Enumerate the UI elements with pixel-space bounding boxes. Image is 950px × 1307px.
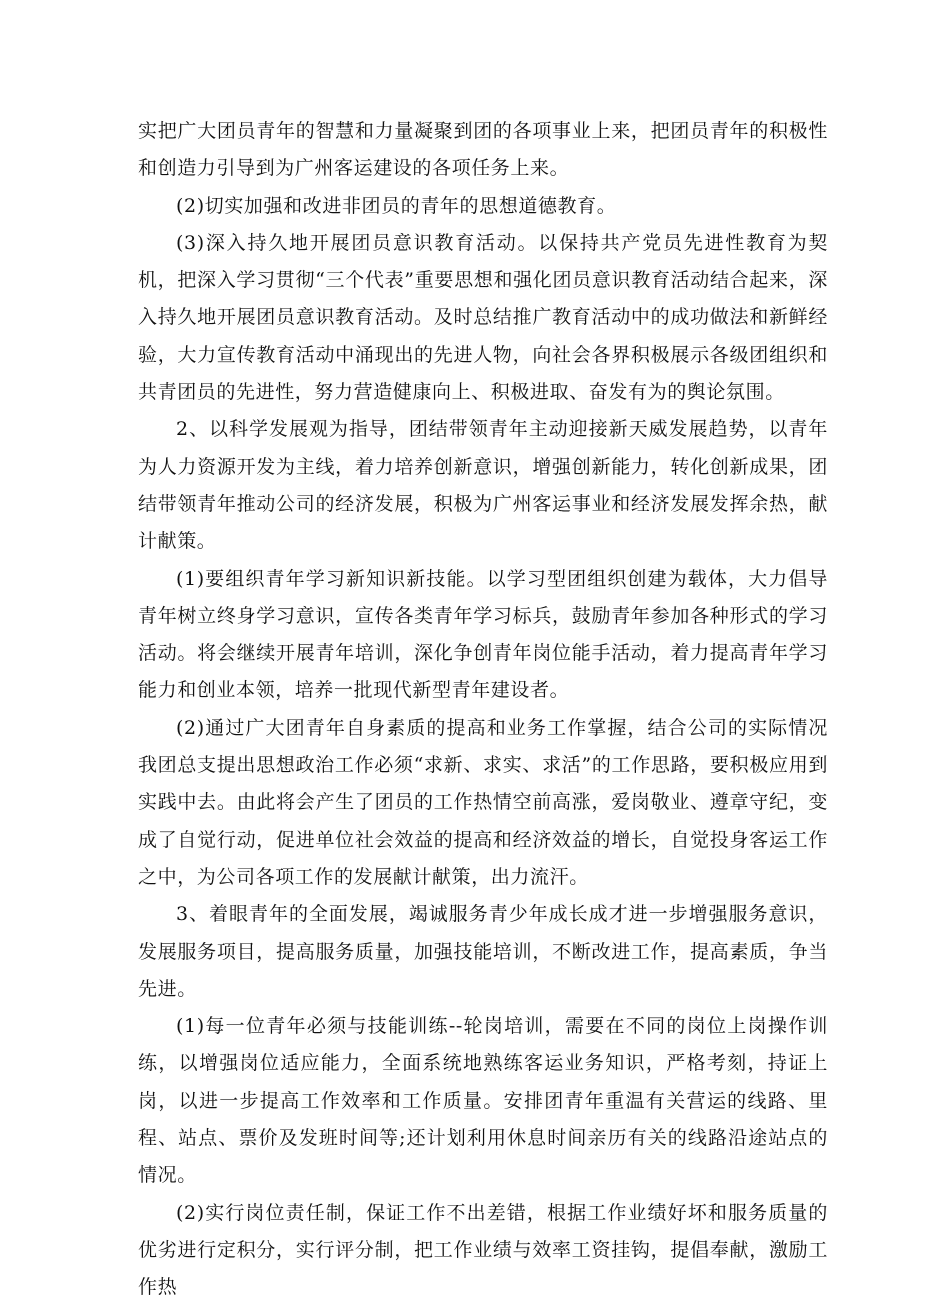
paragraph-1: 实把广大团员青年的智慧和力量凝聚到团的各项事业上来，把团员青年的积极性和创造力引导到为广州客运建设的各项任务上来。 (138, 120, 828, 180)
paragraph-5: (1)要组织青年学习新知识新技能。以学习型团组织创建为载体，大力倡导青年树立终身学习意识，宣传各类青年学习标兵，鼓励青年参加各种形式的学习活动。将会继续开展青年培训，深化争创青年岗位能手活动，着力提高青年学习能力和创业本领，培养一批现代新型青年建设者。 (138, 567, 828, 702)
paragraph-2: (2)切实加强和改进非团员的青年的思想道德教育。 (176, 194, 617, 217)
paragraph-8: (1)每一位青年必须与技能训练--轮岗培训，需要在不同的岗位上岗操作训练，以增强岗位适应能力，全面系统地熟练客运业务知识，严格考刻，持证上岗，以进一步提高工作效率和工作质量。安排团青年重温有关营运的线路、里程、站点、票价及发班时间等;还计划利用休息时间亲历有关的线路沿途站点的情况。 (138, 1015, 828, 1187)
paragraph-6: (2)通过广大团青年自身素质的提高和业务工作掌握，结合公司的实际情况我团总支提出思想政治工作必须“求新、求实、求活”的工作思路，要积极应用到实践中去。由此将会产生了团员的工作热情空前高涨，爱岗敬业、遵章守纪，变成了自觉行动，促进单位社会效益的提高和经济效益的增长，自觉投身客运工作之中，为公司各项工作的发展献计献策，出力流汗。 (138, 716, 828, 888)
document-body (138, 113, 828, 1307)
paragraph-4: 2、以科学发展观为指导，团结带领青年主动迎接新天威发展趋势，以青年为人力资源开发为主线，着力培养创新意识，增强创新能力，转化创新成果，团结带领青年推动公司的经济发展，积极为广州客运事业和经济发展发挥余热，献计献策。 (138, 418, 828, 553)
paragraph-9: (2)实行岗位责任制，保证工作不出差错，根据工作业绩好坏和服务质量的优劣进行定积分，实行评分制，把工作业绩与效率工资挂钩，提倡奉献，激励工作热 (138, 1201, 828, 1299)
paragraph-3: (3)深入持久地开展团员意识教育活动。以保持共产党员先进性教育为契机，把深入学习贯彻“三个代表”重要思想和强化团员意识教育活动结合起来，深入持久地开展团员意识教育活动。及时总结推广教育活动中的成功做法和新鲜经验，大力宣传教育活动中涌现出的先进人物，向社会各界积极展示各级团组织和共青团员的先进性，努力营造健康向上、积极进取、奋发有为的舆论氛围。 (138, 231, 828, 404)
paragraph-7: 3、着眼青年的全面发展，竭诚服务青少年成长成才进一步增强服务意识，发展服务项目，提高服务质量，加强技能培训，不断改进工作，提高素质，争当先进。 (138, 903, 828, 1000)
